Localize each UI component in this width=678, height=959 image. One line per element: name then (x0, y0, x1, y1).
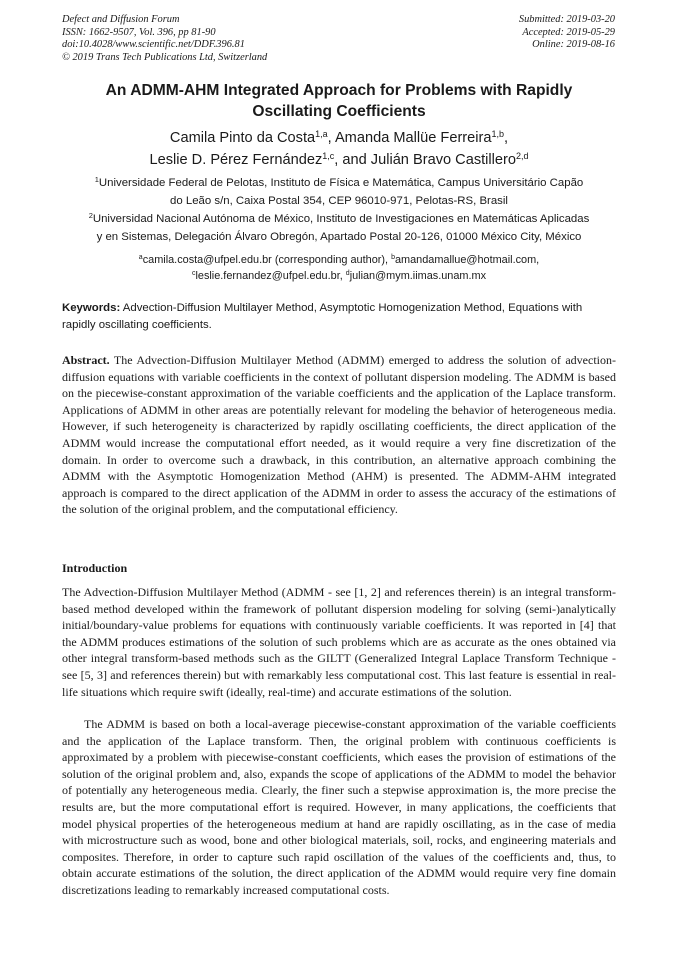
submitted-date: Submitted: 2019-03-20 (518, 14, 615, 25)
online-date: Online: 2019-08-16 (532, 39, 615, 51)
affiliation-text: Universidade Federal de Pelotas, Instituto de Física e Matemática, Campus Universitário Capão (98, 177, 584, 189)
affiliation-number: 1 (94, 175, 99, 184)
journal-copyright: © 2019 Trans Tech Publications Ltd, Switzerland (62, 51, 268, 63)
introduction-paragraph-1: The Advection-Diffusion Multilayer Method (ADMM - see [1, 2] and references therein) is an integral transform-based method developed within the framework of pollutant dispersion modeling for solving (semi-)analytically initial/boundary-value problems for equations with continuously variable coefficients. It was reported in [4] that the ADMM produces estimations of the solution of such problems which are as accurate as the ones obtained via other integral transform-based methods such as the GILTT (Generalized Integral Laplace Transform Technique - see [5, 3] and references therein) but with remarkably less computational cost. This last feature is essential in real-life situations which require swift (ideally, real-time) and accurate estimations of the solution. (62, 585, 616, 699)
author-list (62, 128, 616, 171)
email-a[interactable]: camila.costa@ufpel.edu.br (corresponding author), (142, 254, 392, 266)
author-line-2 (62, 150, 616, 172)
title-line-1: An ADMM-AHM Integrated Approach for Problems with Rapidly (105, 82, 573, 99)
author-separator: , (327, 130, 335, 146)
email-mark: d (345, 270, 350, 277)
journal-header-left (62, 14, 267, 64)
title-line-2: Oscillating Coefficients (252, 103, 426, 120)
email-c[interactable]: leslie.fernandez@ufpel.edu.br, (195, 270, 346, 282)
introduction-paragraph-2: The ADMM is based on both a local-average piecewise-constant approximation of the variable coefficients and the application of the Laplace transform. Then, the original problem with continuous coefficients is approximated by a problem with piecewise-constant coefficients, which eases the provision of estimations of the solution of the original problem and, also, expands the scope of applications of the ADMM to model the behavior of potentially any heterogeneous media. Clearly, the finer such a stepwise approximation is, the more precise the results are, but the more computational effort is required. However, in many applications, the coefficients that model physical properties of the heterogeneous medium at hand are rapidly oscillating, as in the case of media with microstructure such as wood, bone and other biological materials, soil, rocks, and engineering materials and composites. Therefore, in order to capture such rapid oscillation of the values of the coefficients and, thus, to obtain accurate estimations of the solution, the direct application of the ADMM would require very fine domain discretizations leading to remarkably increased computational costs. (62, 717, 616, 897)
affiliation-text: do Leão s/n, Caixa Postal 354, CEP 96010-971, Pelotas-RS, Brasil (170, 194, 508, 207)
journal-issn: ISSN: 1662-9507, Vol. 396, pp 81-90 (62, 26, 216, 38)
author-name: Amanda Mallüe Ferreira (334, 130, 492, 146)
journal-header-right (519, 14, 615, 52)
author-line-1: Camila Pinto da Costa$^{1,a}$, Amanda Mallüe Ferreira$^{1,b}$, (169, 129, 509, 146)
introduction-heading: Introduction (62, 561, 128, 575)
keywords (62, 300, 616, 334)
affiliation-text: y en Sistemas, Delegación Álvaro Obregón, Apartado Postal 20-126, 01000 México City, México (96, 230, 582, 243)
author-separator: , and (334, 151, 371, 168)
abstract-text: The Advection-Diffusion Multilayer Method (ADMM) emerged to address the solution of advection-diffusion equations with variable coefficients in the context of pollutant dispersion modeling. The ADMM is based on the piecewise-constant approximation of the variable coefficients and the application of the Laplace transform. Applications of ADMM in other areas are potentially relevant for modeling the behavior of heterogeneous media. However, if such heterogeneity is characterized by rapidly oscillating coefficients, the direct application of the ADMM would increase the computational effort needed, as it would require a very fine discretization of the domain. In order to overcome such a drawback, in this contribution, an alternative approach combining the ADMM with the Asymptotic Homogenization Method (AHM) is presented. The ADMM-AHM integrated approach is compared to the direct application of the ADMM in order to assess the accuracy of the estimations of the solution of the original problem, and the computational efficiency. (62, 353, 616, 517)
affiliation-number: 2 (88, 211, 93, 220)
affiliation-2 (62, 211, 616, 246)
author-name: Camila Pinto da Costa (169, 130, 316, 146)
email-mark: b (391, 254, 395, 261)
author-affiliation-mark: 1,c (322, 150, 335, 161)
keywords-text: Advection-Diffusion Multilayer Method, Asymptotic Homogenization Method, Equations with rapidly oscillating coefficients. (62, 302, 583, 331)
keywords-label: Keywords: (62, 302, 121, 314)
email-mark: c (191, 270, 196, 277)
accepted-date: Accepted: 2019-05-29 (522, 26, 615, 38)
journal-name: Defect and Diffusion Forum (62, 14, 180, 25)
affiliation-1 (62, 175, 616, 210)
email-mark: a (138, 254, 143, 261)
author-affiliation-mark: 1,a (315, 129, 328, 139)
author-emails (62, 252, 616, 284)
affiliation-text: Universidad Nacional Autónoma de México, Instituto de Investigaciones en Matemáticas Aplicadas (92, 213, 590, 225)
email-d[interactable]: julian@mym.iimas.unam.mx (349, 270, 487, 282)
abstract (62, 352, 616, 518)
abstract-label: Abstract. (62, 353, 110, 367)
journal-doi: doi:10.4028/www.scientific.net/DDF.396.81 (62, 39, 245, 51)
author-affiliation-mark: 2,d (516, 150, 529, 161)
author-affiliation-mark: 1,b (491, 129, 505, 139)
email-b[interactable]: amandamallue@hotmail.com, (394, 254, 540, 266)
author-name: Leslie D. Pérez Fernández (149, 151, 323, 168)
author-name: Julián Bravo Castillero (370, 151, 516, 168)
paper-title (62, 80, 616, 122)
